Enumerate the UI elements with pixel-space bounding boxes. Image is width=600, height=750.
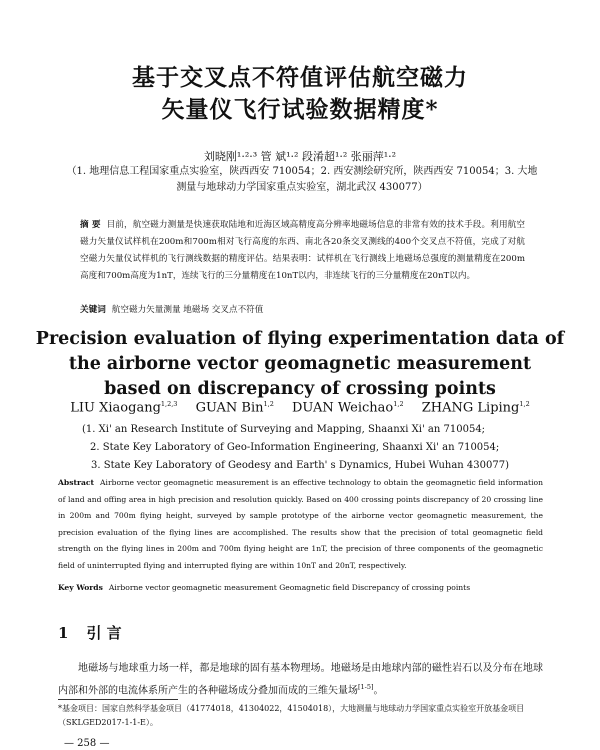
chinese-abstract-text: 目前，航空磁力测量是快速获取陆地和近海区域高精度高分辨率地磁场信息的非常有效的技术手段。利用航空磁力矢量仪试样机在200m和700m相对飞行高度的东西、南北各20条交叉测线的400个交叉点不符值，完成了对航空磁力矢量仪试样机的飞行测线数据的精度评估。结果表明：试样机在飞行测线上地磁场总强度的测量精度在200m高度和700m高度为1nT，连续飞行的三分量精度在10nT以内，非连续飞行的三分量精度在20nT以内。 [80, 220, 525, 281]
author-guan: GUAN Bin [195, 400, 264, 416]
funding-footnote: *基金项目：国家自然科学基金项目（41774018，41304022，41504018），大地测量与地球动力学国家重点实验室开放基金项目（SKLGED2017-1-1-E）。 [58, 704, 525, 727]
intro-citation: [1-5] [358, 683, 374, 691]
author-guan-sup: 1,2 [263, 400, 274, 408]
chinese-abstract [80, 217, 525, 285]
chinese-title [0, 62, 600, 126]
chinese-keywords-label: 关键词 [80, 305, 106, 315]
english-affil-3: 3. State Key Laboratory of Geodesy and Earth' s Dynamics, Hubei Wuhan 430077) [91, 460, 509, 471]
english-abstract-label: Abstract [58, 478, 95, 487]
english-affiliations [30, 421, 570, 475]
english-abstract-text: Airborne vector geomagnetic measurement is an effective technology to obtain the geomagnetic field information of land and offing area in high precision and resolution quickly. Based on 400 crossing points discrepancy of 20 crossing line in 200m and 700m flying height, surveyed by sample prototype of the airborne vector geomagnetic measurement, the precision evaluation of the flying lines are accomplished. The results show that the precision of total geomagnetic field strength on the flying lines in 200m and 700m flying height are 1nT, the precision of three components of the geomagnetic field of uninterrupted flying and interrupted flying are within 10nT and 20nT, respectively. [58, 478, 543, 570]
section-title: 引 言 [86, 624, 122, 642]
chinese-authors: 刘晓刚¹·²·³ 管 斌¹·² 段淆超¹·² 张丽萍¹·² [203, 150, 397, 163]
author-duan: DUAN Weichao [292, 400, 394, 416]
page-number: — 258 — [64, 738, 110, 749]
author-zhang: ZHANG Liping [421, 400, 520, 416]
chinese-keywords [80, 302, 525, 318]
chinese-affiliations: （1. 地理信息工程国家重点实验室，陕西西安 710054；2. 西安测绘研究所，陕西西安 710054；3. 大地测量与地球动力学国家重点实验室，湖北武汉 430077） [66, 166, 538, 193]
author-liu: LIU Xiaogang [70, 400, 161, 416]
footnote-divider [58, 699, 178, 700]
author-liu-sup: 1,2,3 [160, 400, 178, 408]
intro-end: 。 [373, 685, 384, 697]
english-affil-2: 2. State Key Laboratory of Geo-Information Engineering, Shaanxi Xi' an 710054; [90, 442, 500, 453]
chinese-title-line1: 基于交叉点不符值评估航空磁力 [132, 64, 468, 91]
english-title-line1: Precision evaluation of flying experimentation data of [35, 329, 565, 349]
english-affil-1: (1. Xi' an Research Institute of Surveying and Mapping, Shaanxi Xi' an 710054; [82, 424, 486, 435]
intro-paragraph [58, 660, 543, 700]
chinese-keywords-text: 航空磁力矢量测量 地磁场 交叉点不符值 [111, 305, 264, 315]
english-title-line2: the airborne vector geomagnetic measurement [68, 354, 532, 374]
author-zhang-sup: 1,2 [519, 400, 530, 408]
intro-text: 地磁场与地球重力场一样，都是地球的固有基本物理场。地磁场是由地球内部的磁性岩石以及分布在地球内部和外部的电流体系所产生的各种磁场成分叠加而成的三维矢量场 [58, 663, 543, 697]
chinese-abstract-label: 摘 要 [80, 220, 101, 230]
english-keywords-label: Key Words [58, 583, 103, 592]
section-number: 1 [58, 624, 69, 642]
english-authors [0, 400, 600, 415]
section-heading [58, 622, 140, 643]
english-keywords-text: Airborne vector geomagnetic measurement Geomagnetic field Discrepancy of crossing points [108, 583, 471, 592]
chinese-title-line2: 矢量仪飞行试验数据精度* [161, 96, 439, 123]
english-title [0, 327, 600, 402]
english-keywords [58, 583, 543, 592]
author-duan-sup: 1,2 [393, 400, 404, 408]
english-title-line3: based on discrepancy of crossing points [104, 379, 496, 399]
english-abstract [58, 475, 543, 574]
